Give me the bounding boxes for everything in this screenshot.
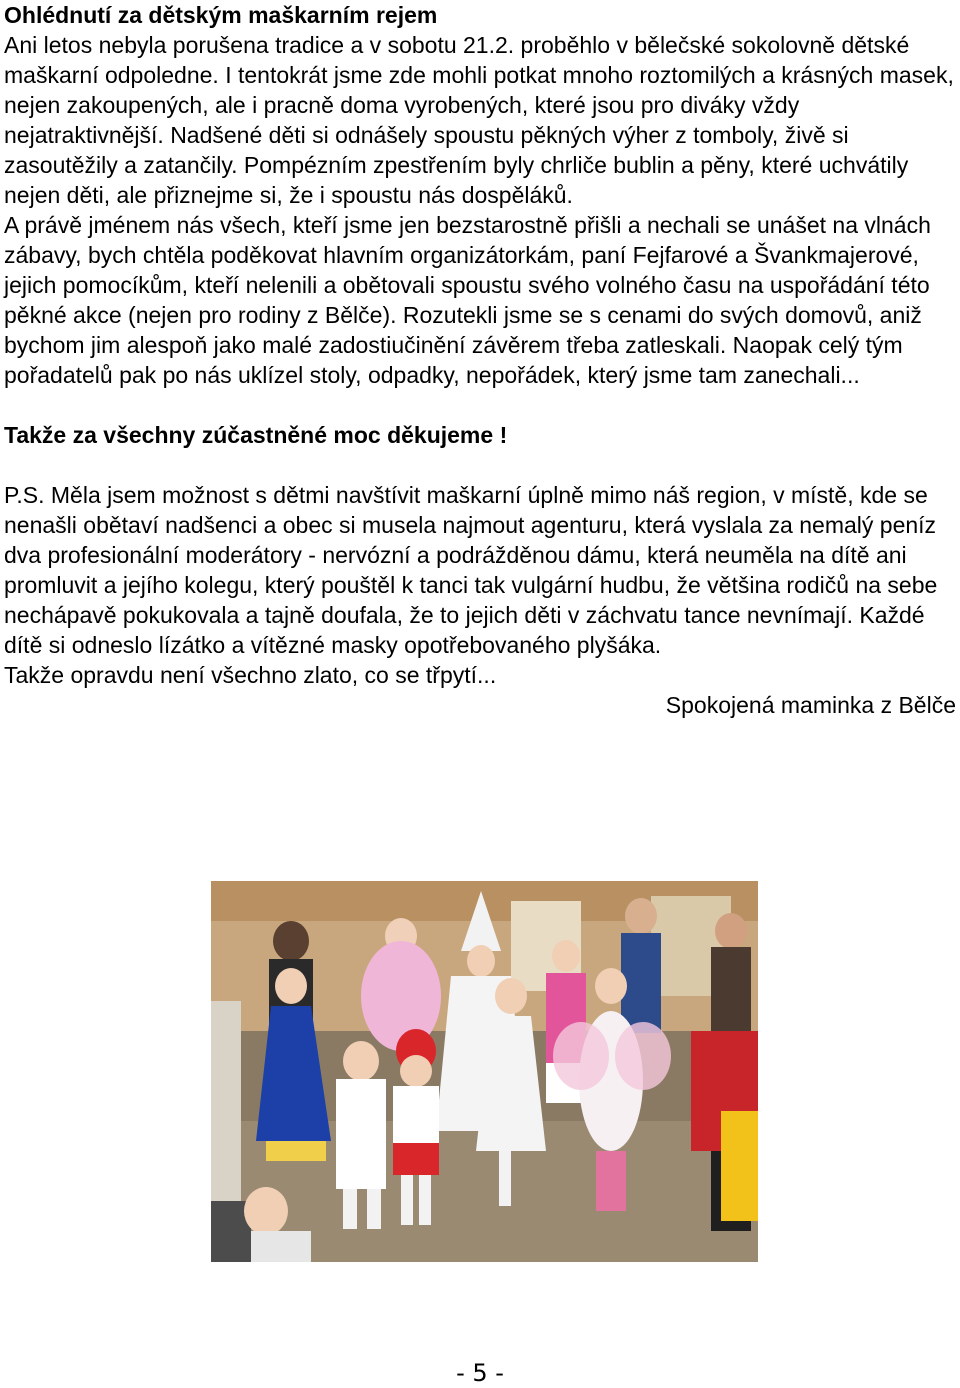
article-title: Ohlédnutí za dětským maškarním rejem [4, 2, 438, 28]
article-paragraph-1: Ani letos nebyla porušena tradice a v sobotu 21.2. proběhlo v bělečské sokolovně dětské maškarní odpoledne. I tentokrát jsme zde mohli potkat mnoho roztomilých a krásných masek, nejen zakoupených, ale i pracně doma vyrobených, které jsou pro diváky vždy nejatraktivnější. Nadšené děti si odnášely spoustu pěkných výher z tomboly, živě si zasoutěžily a zatančily. Pompézním zpestřením byly chrliče bublin a pěny, které uchvátily nejen děti, ale přiznejme si, že i spoustu nás dospěláků. [4, 32, 954, 208]
signature: Spokojená maminka z Bělče [665, 692, 956, 718]
carnival-photo [211, 881, 758, 1262]
article [4, 0, 956, 720]
closing-line: Takže opravdu není všechno zlato, co se třpytí... [4, 662, 497, 688]
carnival-photo-illustration [211, 881, 758, 1262]
article-paragraph-2: A právě jménem nás všech, kteří jsme jen bezstarostně přišli a nechali se unášet na vlnách zábavy, bych chtěla poděkovat hlavním organizátorkám, paní Fejfarové a Švankmajerové, jejich pomocíkům, kteří nelenili a obětovali spoustu svého volného času na uspořádání této pěkné akce (nejen pro rodiny z Bělče). Rozutekli jsme se s cenami do svých domovů, aniž bychom jim alespoň jako malé zadostiučinění závěrem třeba zatleskali. Naopak celý tým pořadatelů pak po nás uklízel stoly, odpadky, nepořádek, který jsme tam zanechali... [4, 212, 931, 388]
postscript: P.S. Měla jsem možnost s dětmi navštívit maškarní úplně mimo náš region, v místě, kde se nenašli obětaví nadšenci a obec si musela najmout agenturu, která vyslala za nemalý peníz dva profesionální moderátory - nervózní a podrážděnou dámu, která neuměla na dítě ani promluvit a jejího kolegu, který pouštěl k tanci tak vulgární hudbu, že většina rodičů na sebe nechápavě pokukovala a tajně doufala, že to jejich děti v záchvatu tance nevnímají. Každé dítě si odneslo lízátko a vítězné masky opotřebovaného plyšáka. [4, 482, 938, 658]
thanks-line: Takže za všechny zúčastněné moc děkujeme ! [4, 422, 508, 448]
page-number: - 5 - [456, 1359, 504, 1387]
